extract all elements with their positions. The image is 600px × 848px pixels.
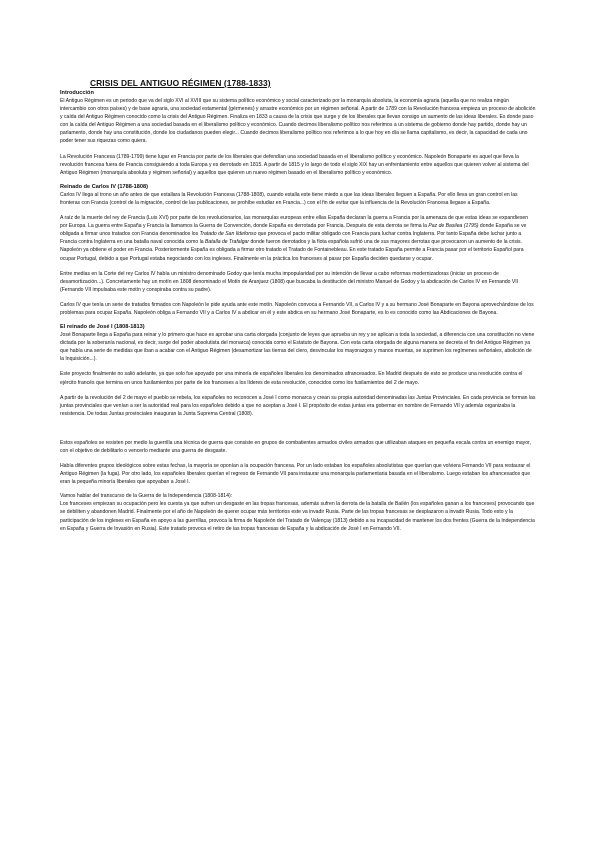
war-paragraph-1: Estos españoles se resisten por medio la guerrilla una técnica de guerra que consiste en grupos de combatientes armados civiles armados que utilizaban ataques en pequeña escala contra un enemigo mayor, con el objetivo de debilitarlo o vencerlo mediante una guerra de desgaste. <box>60 439 531 454</box>
carlos-paragraph-4: Carlos IV que tenía un serie de tratados firmados con Napoleón le pide ayuda ante este motín. Napoleón convoca a Fernando VII, a Carlos IV y a su hermano José Bonaparte en Bayona aprovechándose de los problemas para ocupar España. Napoleón obliga a Fernando VII y a Carlos IV a abdicar en él y este abdica en su hermano José Bonaparte, es lo es conocido como las Abdicaciones de Bayona. <box>60 301 534 316</box>
jose-heading: El reinado de José I (1808-1813) <box>60 324 145 331</box>
carlos-heading: Reinado de Carlos IV (1788-1808) <box>60 183 148 190</box>
intro-heading: Introducción <box>60 90 94 96</box>
carlos-paragraph-1: Carlos IV llega al trono un año antes de que estallara la Revolución Francesa (1788-1808), cuando estalla este tiene miedo a que las ideas liberales lleguen a España. Por ello lleva un gran control en las fronteras con Francia (control de la migración, control de las publicaciones, se prohíbe estudiar en Francia...) con el fin de evitar que la influencia de la Revolución Francesa llegase a España. <box>60 191 518 206</box>
batalla-trafalgar-text: Batalla de Trafalgar <box>204 239 250 246</box>
war-heading: Vamos hablar del transcurso de la Guerra de la Independencia (1808-1814): <box>60 493 233 500</box>
document-title: CRISIS DEL ANTIGUO RÉGIMEN (1788-1833) <box>90 78 271 88</box>
carlos-p2-text-c: donde España se ve obligada a firmar unos tratados con Francia denominados los <box>60 223 527 238</box>
jose-paragraph-2: Este proyecto finalmente no salió adelante, ya que solo fue apoyado por una minoría de españoles liberales los denominados afrancesados. En Madrid después de esto se produce una revolución contra el ejército francés que termina en unos fusilamientos por parte de los franceses a los líderes de esta revolución, conocidos como los fusilamientos del 2 de mayo. <box>60 371 523 386</box>
carlos-p2-text-a: A raíz de la muerte del rey de Francia (Luis XVI) por parte de los revolucionarios, las monarquías europeas entre ellas España declaran la guerra a Francia por la amenaza de que estas ideas se expandiesen por Europa. La guerra entre España y Francia la llamamos la Guerra de Convención, donde España es derrotada por Francia. Después de esta derrota se firma la <box>60 215 529 230</box>
paz-de-basilea-text: Paz de Basilea (1795) <box>428 223 479 230</box>
carlos-p2-text-e: que provoca el pacto militar obligado con Francia para luchar contra Inglaterra. Por tanto España debe luchar junto a Francia contra Inglaterra en una batalla naval conocida como la <box>60 231 522 246</box>
section-spacer <box>60 425 536 439</box>
carlos-paragraph-3: Entre medias en la Corte del rey Carlos IV había un ministro denominado Godoy que tenía mucha impopularidad por su intención de llevar a cabo reformas modernizadoras (iniciar un proceso de desamortización...). Concretamente hay un motín en 1808 denominado el Motín de Aranjuez (1808) que buscaba la destitución del ministro Manuel de Godoy y la abdicación de Carlos IV en Fernando VII (Fernando VII impulsaba este motín y conspiraba contra su padre). <box>60 270 519 293</box>
tratado-san-ildefonso-text: Tratado de San Ildefonso <box>199 231 257 238</box>
jose-paragraph-3: A partir de la revolución del 2 de mayo el pueblo se rebela, los españoles no reconocen a José I como monarca y crean su propia autoridad denominadas las Juntas Provinciales. En cada provincia se forman las juntas provinciales que venían a ser la autoridad real para los españoles debido a que no aceptan a José I. El propósito de estas juntas era gobernar en nombre de Fernando VII y además organizaba la resistencia. De todas Juntas provinciales inauguran la Junta Suprema Central (1808). <box>60 394 536 417</box>
war-paragraph-3: Los franceses empiezan su ocupación pero les cuesta ya que sufren un desgaste en las tropas francesas, además sufren la derrota de la batalla de Bailén (los españoles ganan a los franceses) provocando que se debiliten y abandonen Madrid. Finalmente por el año de Napoleón de querer ocupar más territorios este va invadir Rusia. Parte de las tropas francesas se desplazaron a invadir Rusia. Todo esto y la participación de los ingleses en España en apoyo a las guerrillas, provoca la firma de Napoleón del Tratado de Valençay (1813) debido a su incapacidad de mantener los dos frentes (Guerra de la Independencia en España y Guerra de Invasión en Rusia). Este tratado provoca el retiro de las tropas francesas de España y la abdicación de José I en Fernando VII. <box>60 501 535 532</box>
carlos-paragraph-2 <box>60 214 536 263</box>
intro-paragraph-1: El Antiguo Régimen es un periodo que va del siglo XVI al XVIII que su sistema político económico y social caracterizado por la monarquía absoluta, la economía agraria (aquella que no realiza ningún intercambio con otros países) y de base agraria, una sociedad estamental (gérmenes) y arrastre económico por un régimen señorial. A partir de 1789 con la Revolución francesa empieza un proceso de abolición y caída del Antiguo Régimen conocido como la crisis del Antiguo Régimen. Finaliza en 1833 a causa de la crisis que surge y de los liberales que llevan consigo un aumento de las ideas liberales. Es donde paso con la caída del Antiguo Régimen a una sociedad basada en el liberalismo político y económico. Cuando decimos liberalismo político nos referimos a un sistema de gobierno donde hay partido, donde hay un parlamento, donde hay una constitución, donde los ciudadanos pueden elegir... Cuando decimos liberalismo político nos referimos a lo que hoy en día se llama capitalismo, es decir, la capacidad de cada uno poder tener sus riquezas como quiera. <box>60 98 536 145</box>
war-paragraph-2: Había diferentes grupos ideológicos sobre estas fechas, la mayoría se oponían a la ocupación francesa. Por un lado estaban los españoles absolutistas que querían que volviera Fernando VII para restaurar el Antiguo Régimen (la fuga). Por otro lado, los españoles liberales querían el regreso de Fernando VII para instaurar una monarquía parlamentaria basada en el liberalismo. Luego estaban los afrancesados que eran la pequeña minoría liberales que apoyaban a José I. <box>60 463 531 486</box>
intro-paragraph-2: La Revolución Francesa (1789-1799) tiene lugar en Francia por parte de los liberales que defendían una sociedad basada en el liberalismo político y económico. Napoleón Bonaparte es aquel que lleva la revolución francesa fuera de Francia consiguiendo a toda Europa y es derrotado en 1815. A partir de 1815 y lo largo de todo el siglo XIX hay un enfrentamiento entre aquellos que quieren volver al sistema del Antiguo Régimen (monarquía absoluta y régimen señorial) y aquellos que quieren un nuevo régimen basado en el liberalismo político y económico. <box>60 153 529 176</box>
jose-paragraph-1: José Bonaparte llega a España para reinar y lo primero que hace es aprobar una carta otorgada (conjunto de leyes que aprueba un rey y se aplican a toda la sociedad, a diferencia con una constitución no viene dictada por la soberanía nacional, es decir, surge del poder absolutista del monarca) conocida como el Estatuto de Bayona. Con esta carta otorgada de alguna manera se decreta el fin del Antiguo Régimen ya que había una serie de medidas que iban a acabar con el Antiguo Régimen (desamortizar las tierras del clero, desvincular los mayorazgos y manos muertas, se suprimen los regímenes señoriales, abolición de la Inquisición...). <box>60 332 535 363</box>
carlos-p2-text-g: donde fueron derrotados y la flota española sufrió una de sus mayores derrotas que provocaron un aumento de la crisis. Napoleón ya obtiene el poder en Francia. Posteriormente España es obligada a firmar otro tratado el Tratado de Fontainebleau. En este tratado España permite a Francia pasar por el territorio Español para ocupar Portugal, debido a que Portugal estaba negociando con los ingleses. Finalmente en la práctica los franceses al pasar por España deciden quedarse y ocupar. <box>60 239 524 262</box>
